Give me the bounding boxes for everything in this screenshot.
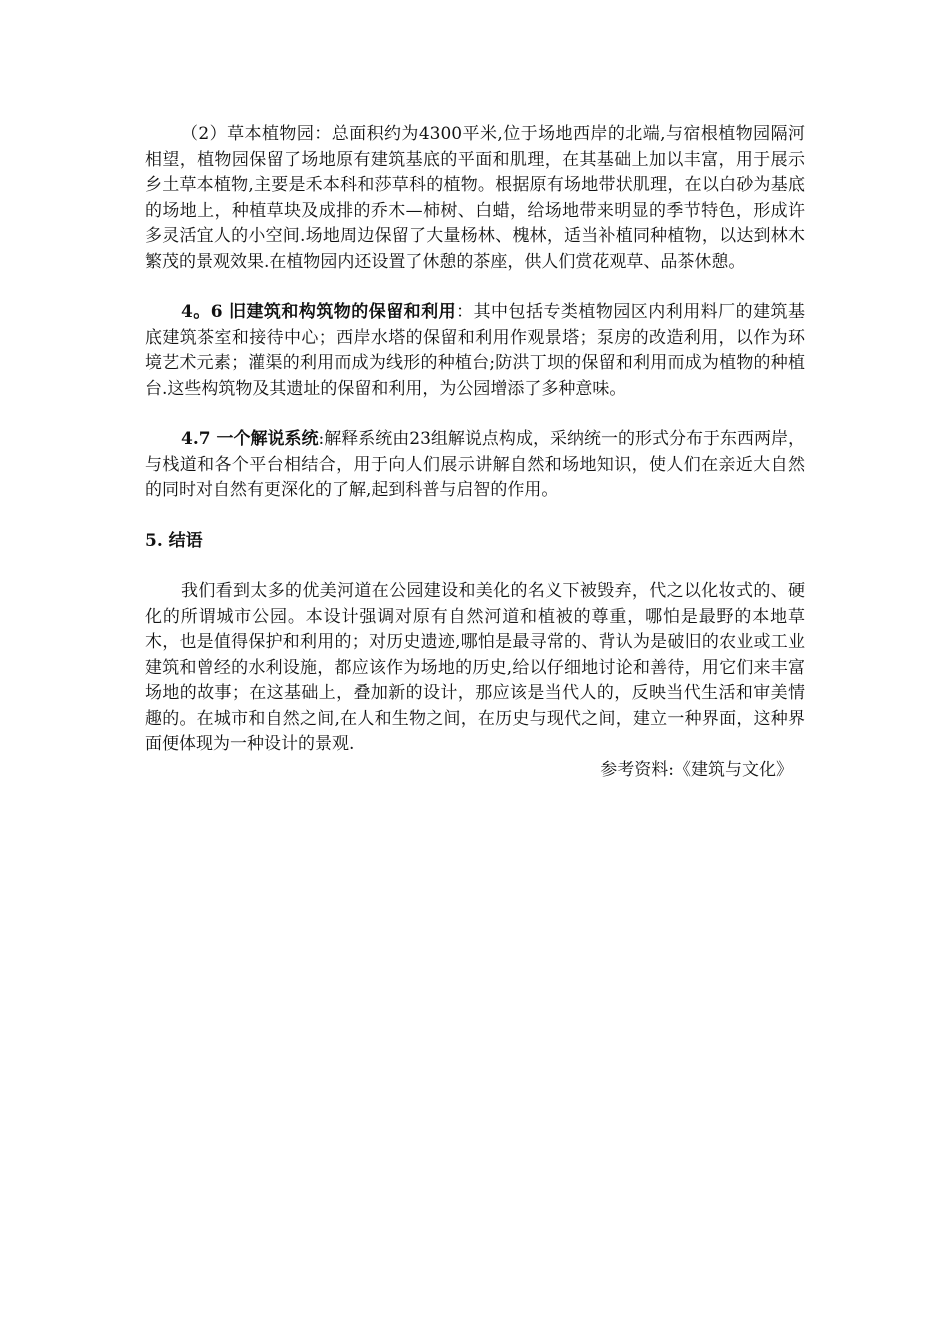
paragraph-herbaceous-garden: （2）草本植物园：总面积约为4300平米,位于场地西岸的北端,与宿根植物园隔河相望，植物园保留了场地原有建筑基底的平面和肌理，在其基础上加以丰富，用于展示乡土草本植物,主要是禾本科和莎草科的植物。根据原有场地带状肌理，在以白砂为基底的场地上，种植草块及成排的乔木—柿树、白蜡，给场地带来明显的季节特色，形成许多灵活宜人的小空间.场地周边保留了大量杨林、槐林，适当补植同种植物，以达到林木繁茂的景观效果.在植物园内还设置了休憩的茶座，供人们赏花观草、品茶休憩。: [145, 124, 805, 272]
document-page: [145, 122, 805, 783]
section-4-7-lead: 4.7 一个解说系统: [181, 429, 319, 449]
section-4-7-text: :解释系统由23组解说点构成，采纳统一的形式分布于东西两岸，与栈道和各个平台相结合，用于向人们展示讲解自然和场地知识，使人们在亲近大自然的同时对自然有更深化的了解,起到科普与启智的作用。: [145, 429, 806, 500]
section-4-6-text: ：其中包括专类植物园区内利用料厂的建筑基底建筑茶室和接待中心；西岸水塔的保留和利用作观景塔；泵房的改造利用，以作为环境艺术元素；灌渠的利用而成为线形的种植台;防洪丁坝的保留和利用而成为植物的种植台.这些构筑物及其遗址的保留和利用，为公园增添了多种意味。: [145, 302, 806, 399]
paragraph-old-buildings: [145, 300, 805, 402]
paragraph-interpretation-system: [145, 427, 805, 504]
reference-source: 参考资料:《建筑与文化》: [600, 759, 793, 780]
heading-conclusion: 5. 结语: [145, 530, 203, 551]
paragraph-conclusion: 我们看到太多的优美河道在公园建设和美化的名义下被毁弃，代之以化妆式的、硬化的所谓城市公园。本设计强调对原有自然河道和植被的尊重，哪怕是最野的本地草木，也是值得保护和利用的；对历史遗迹,哪怕是最寻常的、背认为是破旧的农业或工业建筑和曾经的水利设施，都应该作为场地的历史,给以仔细地讨论和善待，用它们来丰富场地的故事；在这基础上，叠加新的设计，那应该是当代人的，反映当代生活和审美情趣的。在城市和自然之间,在人和生物之间，在历史与现代之间，建立一种界面，这种界面便体现为一种设计的景观.: [145, 581, 805, 754]
section-4-6-lead: 4。6 旧建筑和构筑物的保留和利用: [181, 302, 457, 322]
